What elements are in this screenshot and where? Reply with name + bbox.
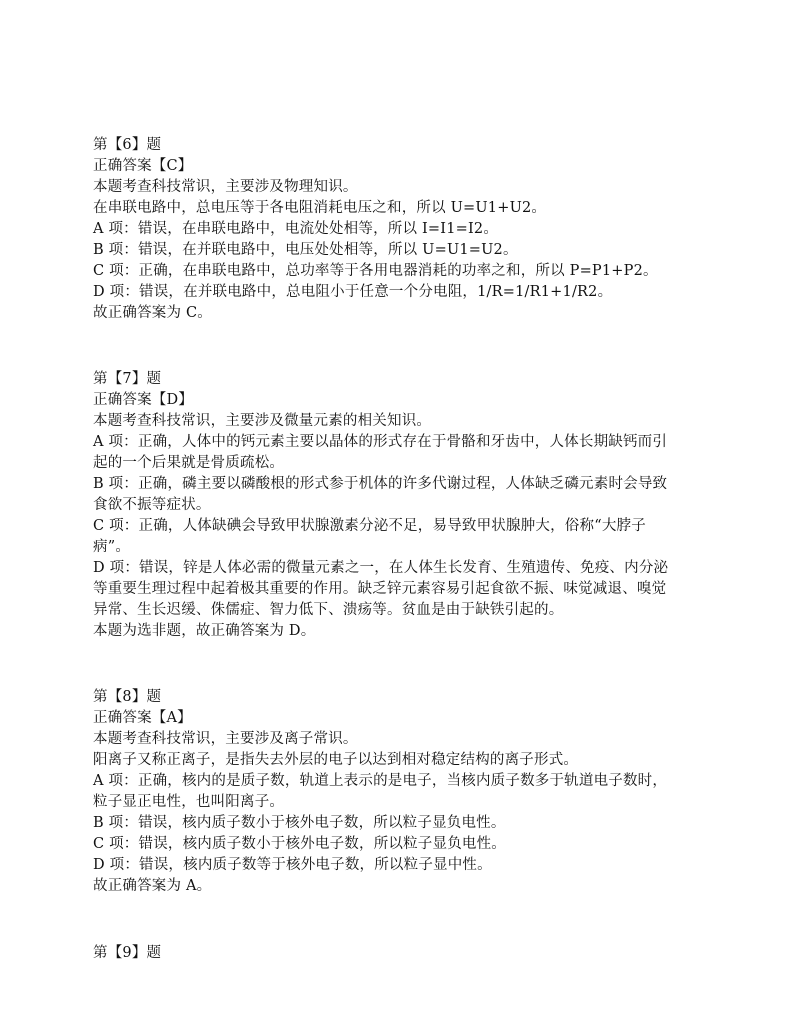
option-a-line: 起的一个后果就是骨质疏松。	[93, 455, 285, 471]
option-d-line: D 项：错误，锌是人体必需的微量元素之一，在人体生长发育、生殖遗传、免疫、内分泌	[93, 560, 669, 576]
option-a-line: A 项：错误，在串联电路中，电流处处相等，所以 I=I1=I2。	[93, 221, 499, 237]
option-b-line: 食欲不振等症状。	[93, 497, 211, 513]
answer-line: 正确答案【D】	[93, 392, 194, 408]
conclusion-line: 本题为选非题，故正确答案为 D。	[93, 623, 316, 639]
option-d-line: D 项：错误，在并联电路中，总电阻小于任意一个分电阻，1/R=1/R1+1/R2。	[93, 284, 613, 300]
answer-line: 正确答案【C】	[93, 158, 193, 174]
explanation-line: 本题考查科技常识，主要涉及物理知识。	[93, 179, 358, 195]
option-b-line: B 项：错误，在并联电路中，电压处处相等，所以 U=U1=U2。	[93, 242, 518, 258]
answer-line: 正确答案【A】	[93, 710, 192, 726]
question-6	[93, 135, 733, 324]
question-title: 第【8】题	[93, 689, 162, 705]
option-c-line: C 项：正确，在串联电路中，总功率等于各用电器消耗的功率之和，所以 P=P1+P2。	[93, 263, 658, 279]
question-8	[93, 687, 733, 897]
spacer	[93, 324, 733, 369]
spacer	[93, 897, 733, 943]
option-d-line: D 项：错误，核内质子数等于核外电子数，所以粒子显中性。	[93, 857, 492, 873]
question-title: 第【7】题	[93, 371, 162, 387]
conclusion-line: 故正确答案为 C。	[93, 305, 213, 321]
option-c-line: C 项：错误，核内质子数小于核外电子数，所以粒子显负电性。	[93, 836, 507, 852]
explanation-line: 阳离子又称正离子，是指失去外层的电子以达到相对稳定结构的离子形式。	[93, 752, 579, 768]
option-c-line: C 项：正确，人体缺碘会导致甲状腺激素分泌不足，易导致甲状腺肿大，俗称“大脖子	[93, 518, 646, 534]
option-b-line: B 项：正确，磷主要以磷酸根的形式参于机体的许多代谢过程，人体缺乏磷元素时会导致	[93, 476, 668, 492]
explanation-line: 在串联电路中，总电压等于各电阻消耗电压之和，所以 U=U1+U2。	[93, 200, 547, 216]
conclusion-line: 故正确答案为 A。	[93, 878, 212, 894]
option-a-line: 粒子显正电性，也叫阳离子。	[93, 794, 285, 810]
question-title: 第【9】题	[93, 945, 162, 961]
option-d-line: 等重要生理过程中起着极其重要的作用。缺乏锌元素容易引起食欲不振、味觉减退、嗅觉	[93, 581, 667, 597]
question-9	[93, 943, 733, 964]
question-title: 第【6】题	[93, 137, 162, 153]
explanation-line: 本题考查科技常识，主要涉及离子常识。	[93, 731, 358, 747]
option-d-line: 异常、生长迟缓、侏儒症、智力低下、溃疡等。贫血是由于缺铁引起的。	[93, 602, 564, 618]
document-page	[93, 135, 733, 964]
option-b-line: B 项：错误，核内质子数小于核外电子数，所以粒子显负电性。	[93, 815, 506, 831]
option-a-line: A 项：正确，核内的是质子数，轨道上表示的是电子，当核内质子数多于轨道电子数时，	[93, 773, 668, 789]
spacer	[93, 642, 733, 687]
question-7	[93, 369, 733, 642]
option-a-line: A 项：正确，人体中的钙元素主要以晶体的形式存在于骨骼和牙齿中，人体长期缺钙而引	[93, 434, 668, 450]
option-c-line: 病”。	[93, 539, 131, 555]
explanation-line: 本题考查科技常识，主要涉及微量元素的相关知识。	[93, 413, 432, 429]
